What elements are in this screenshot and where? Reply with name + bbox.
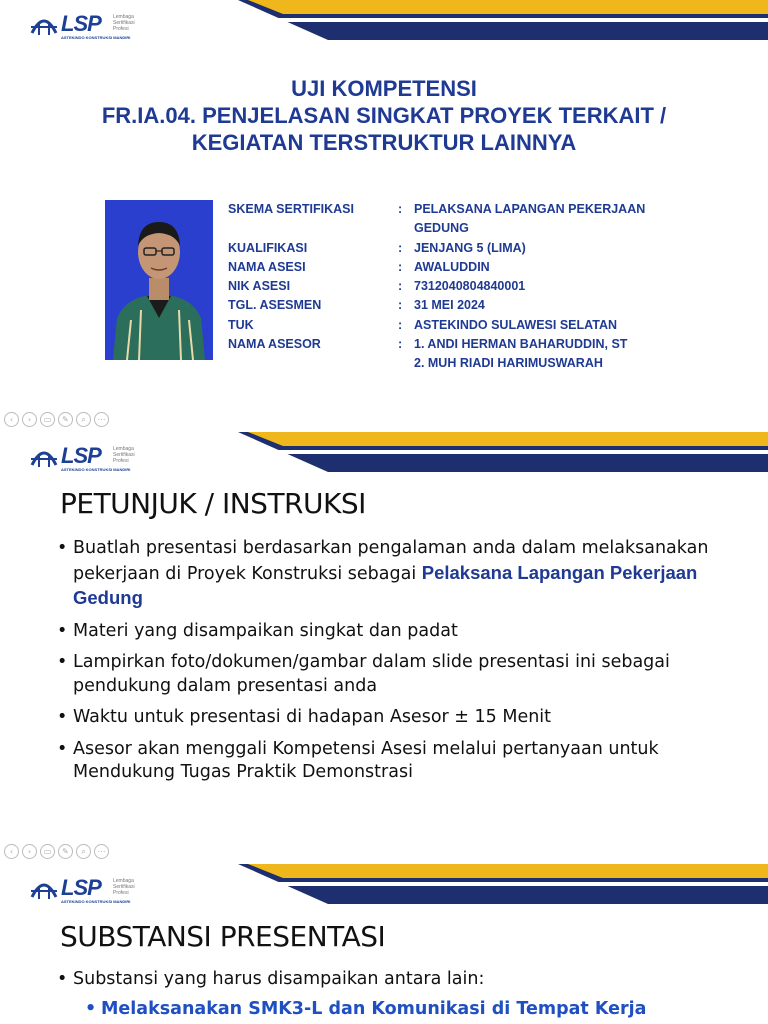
prev-icon[interactable]: ‹ [4, 412, 19, 427]
slide-title-text [0, 75, 768, 156]
logo-org-name: ASTEKINDO KONSTRUKSI MANDIRI [61, 35, 131, 40]
title-line-3: KEGIATAN TERSTRUKTUR LAINNYA [191, 130, 577, 155]
person-photo-icon [105, 200, 213, 360]
notes-icon[interactable]: ▭ [40, 844, 55, 859]
bullet-text: Materi yang disampaikan singkat dan padat [73, 620, 458, 641]
logo-subtitle: Lembaga Sertifikasi Profesi [113, 14, 135, 32]
lsp-logo [30, 10, 145, 40]
bullet-text: Lampirkan foto/dokumen/gambar dalam slide presentasi ini sebagai pendukung dalam presentasi anda [73, 652, 670, 696]
slide-substance [0, 864, 768, 1024]
slide-instructions [0, 432, 768, 864]
sub-list-item: • Melaksanakan SMK3-L dan Komunikasi di Tempat Kerja [85, 998, 647, 1019]
slide-title: LSP Lembaga Sertifikasi Profesi ASTEKINDO KONSTRUKSI MANDIRI UJI KOMPETENSI FR.IA.04. PENJELASAN SINGKAT PROYEK TERKAIT / KEGIATAN TERSTRUKTUR LAINNYA SKEMA SERTIFIKASI : PELAKSANA LAPANGAN PEKERJAAN GEDUNG KUALIFIKASI : JENJANG 5 (LIMA) NAMA ASESI : AWALUDDIN NIK ASESI : 7312040804840001 TGL. ASESMEN : 31 MEI 2024 TUK : ASTEKINDO SULAWESI SELATAN NAMA ASESOR : 1. ANDI HERMAN BAHARUDDIN, ST 2. MUH RIADI HARIMUSWARAH ‹ › ▭ ✎ ⌕ ⋯ [0, 0, 768, 432]
list-item: • Waktu untuk presentasi di hadapan Asesor ± 15 Menit [57, 707, 552, 727]
bullet-text: Asesor akan menggali Kompetensi Asesi melalui pertanyaan untuk Mendukung Tugas Praktik Demonstrasi [73, 738, 659, 782]
more-icon[interactable]: ⋯ [94, 844, 109, 859]
bullet-text: Buatlah presentasi berdasarkan pengalaman anda dalam melaksanakan pekerjaan di Proyek Konstruksi sebagai [73, 538, 709, 584]
header-decoration [238, 0, 768, 40]
pen-icon[interactable]: ✎ [58, 844, 73, 859]
slide-heading: PETUNJUK / INSTRUKSI [60, 487, 366, 520]
lsp-logo [30, 442, 145, 472]
logo-org-name: ASTEKINDO KONSTRUKSI MANDIRI [61, 467, 131, 472]
more-icon[interactable]: ⋯ [94, 412, 109, 427]
list-item: • Substansi yang harus disampaikan antara lain: [57, 969, 485, 989]
header-decoration [238, 864, 768, 904]
title-line-2: FR.IA.04. PENJELASAN SINGKAT PROYEK TERKAIT / [101, 103, 667, 128]
sub-bullet-text: Melaksanakan SMK3-L dan Komunikasi di Tempat Kerja [101, 998, 647, 1019]
list-item: • Materi yang disampaikan singkat dan padat [57, 620, 458, 641]
prev-icon[interactable]: ‹ [4, 844, 19, 859]
arch-logo-icon [30, 877, 58, 901]
logo-text: LSP [61, 443, 101, 468]
header-decoration [238, 432, 768, 472]
logo-subtitle: Lembaga Sertifikasi Profesi [113, 446, 135, 464]
next-icon[interactable]: › [22, 412, 37, 427]
pen-icon[interactable]: ✎ [58, 412, 73, 427]
asesi-photo [105, 200, 213, 360]
zoom-icon[interactable]: ⌕ [76, 412, 91, 427]
bullet-text: Substansi yang harus disampaikan antara lain: [73, 969, 485, 989]
list-item: • Lampirkan foto/dokumen/gambar dalam slide presentasi ini sebagai pendukung dalam presentasi anda [57, 652, 670, 696]
arch-logo-icon [30, 445, 58, 469]
zoom-icon[interactable]: ⌕ [76, 844, 91, 859]
slide-controls [4, 844, 109, 860]
instruction-list [57, 537, 737, 793]
role-emphasis: Pelaksana Lapangan Pekerjaan Gedung [73, 561, 698, 608]
lsp-logo [30, 874, 145, 904]
substance-list [57, 968, 737, 1021]
title-line-1: UJI KOMPETENSI [291, 76, 477, 101]
list-item: • Asesor akan menggali Kompetensi Asesi melalui pertanyaan untuk Mendukung Tugas Praktik Demonstrasi [57, 738, 659, 782]
next-icon[interactable]: › [22, 844, 37, 859]
arch-logo-icon [30, 13, 58, 37]
logo-subtitle: Lembaga Sertifikasi Profesi [113, 878, 135, 896]
list-item: • Buatlah presentasi berdasarkan pengalaman anda dalam melaksanakan pekerjaan di Proyek Konstruksi sebagai Pelaksana Lapangan Pekerjaan Gedung [57, 538, 709, 608]
logo-text: LSP [61, 875, 101, 900]
logo-text: LSP [61, 11, 101, 36]
logo-org-name: ASTEKINDO KONSTRUKSI MANDIRI [61, 899, 131, 904]
bullet-text: Waktu untuk presentasi di hadapan Asesor ± 15 Menit [73, 707, 552, 727]
slide-controls [4, 412, 109, 428]
notes-icon[interactable]: ▭ [40, 412, 55, 427]
slide-heading: SUBSTANSI PRESENTASI [60, 920, 386, 953]
